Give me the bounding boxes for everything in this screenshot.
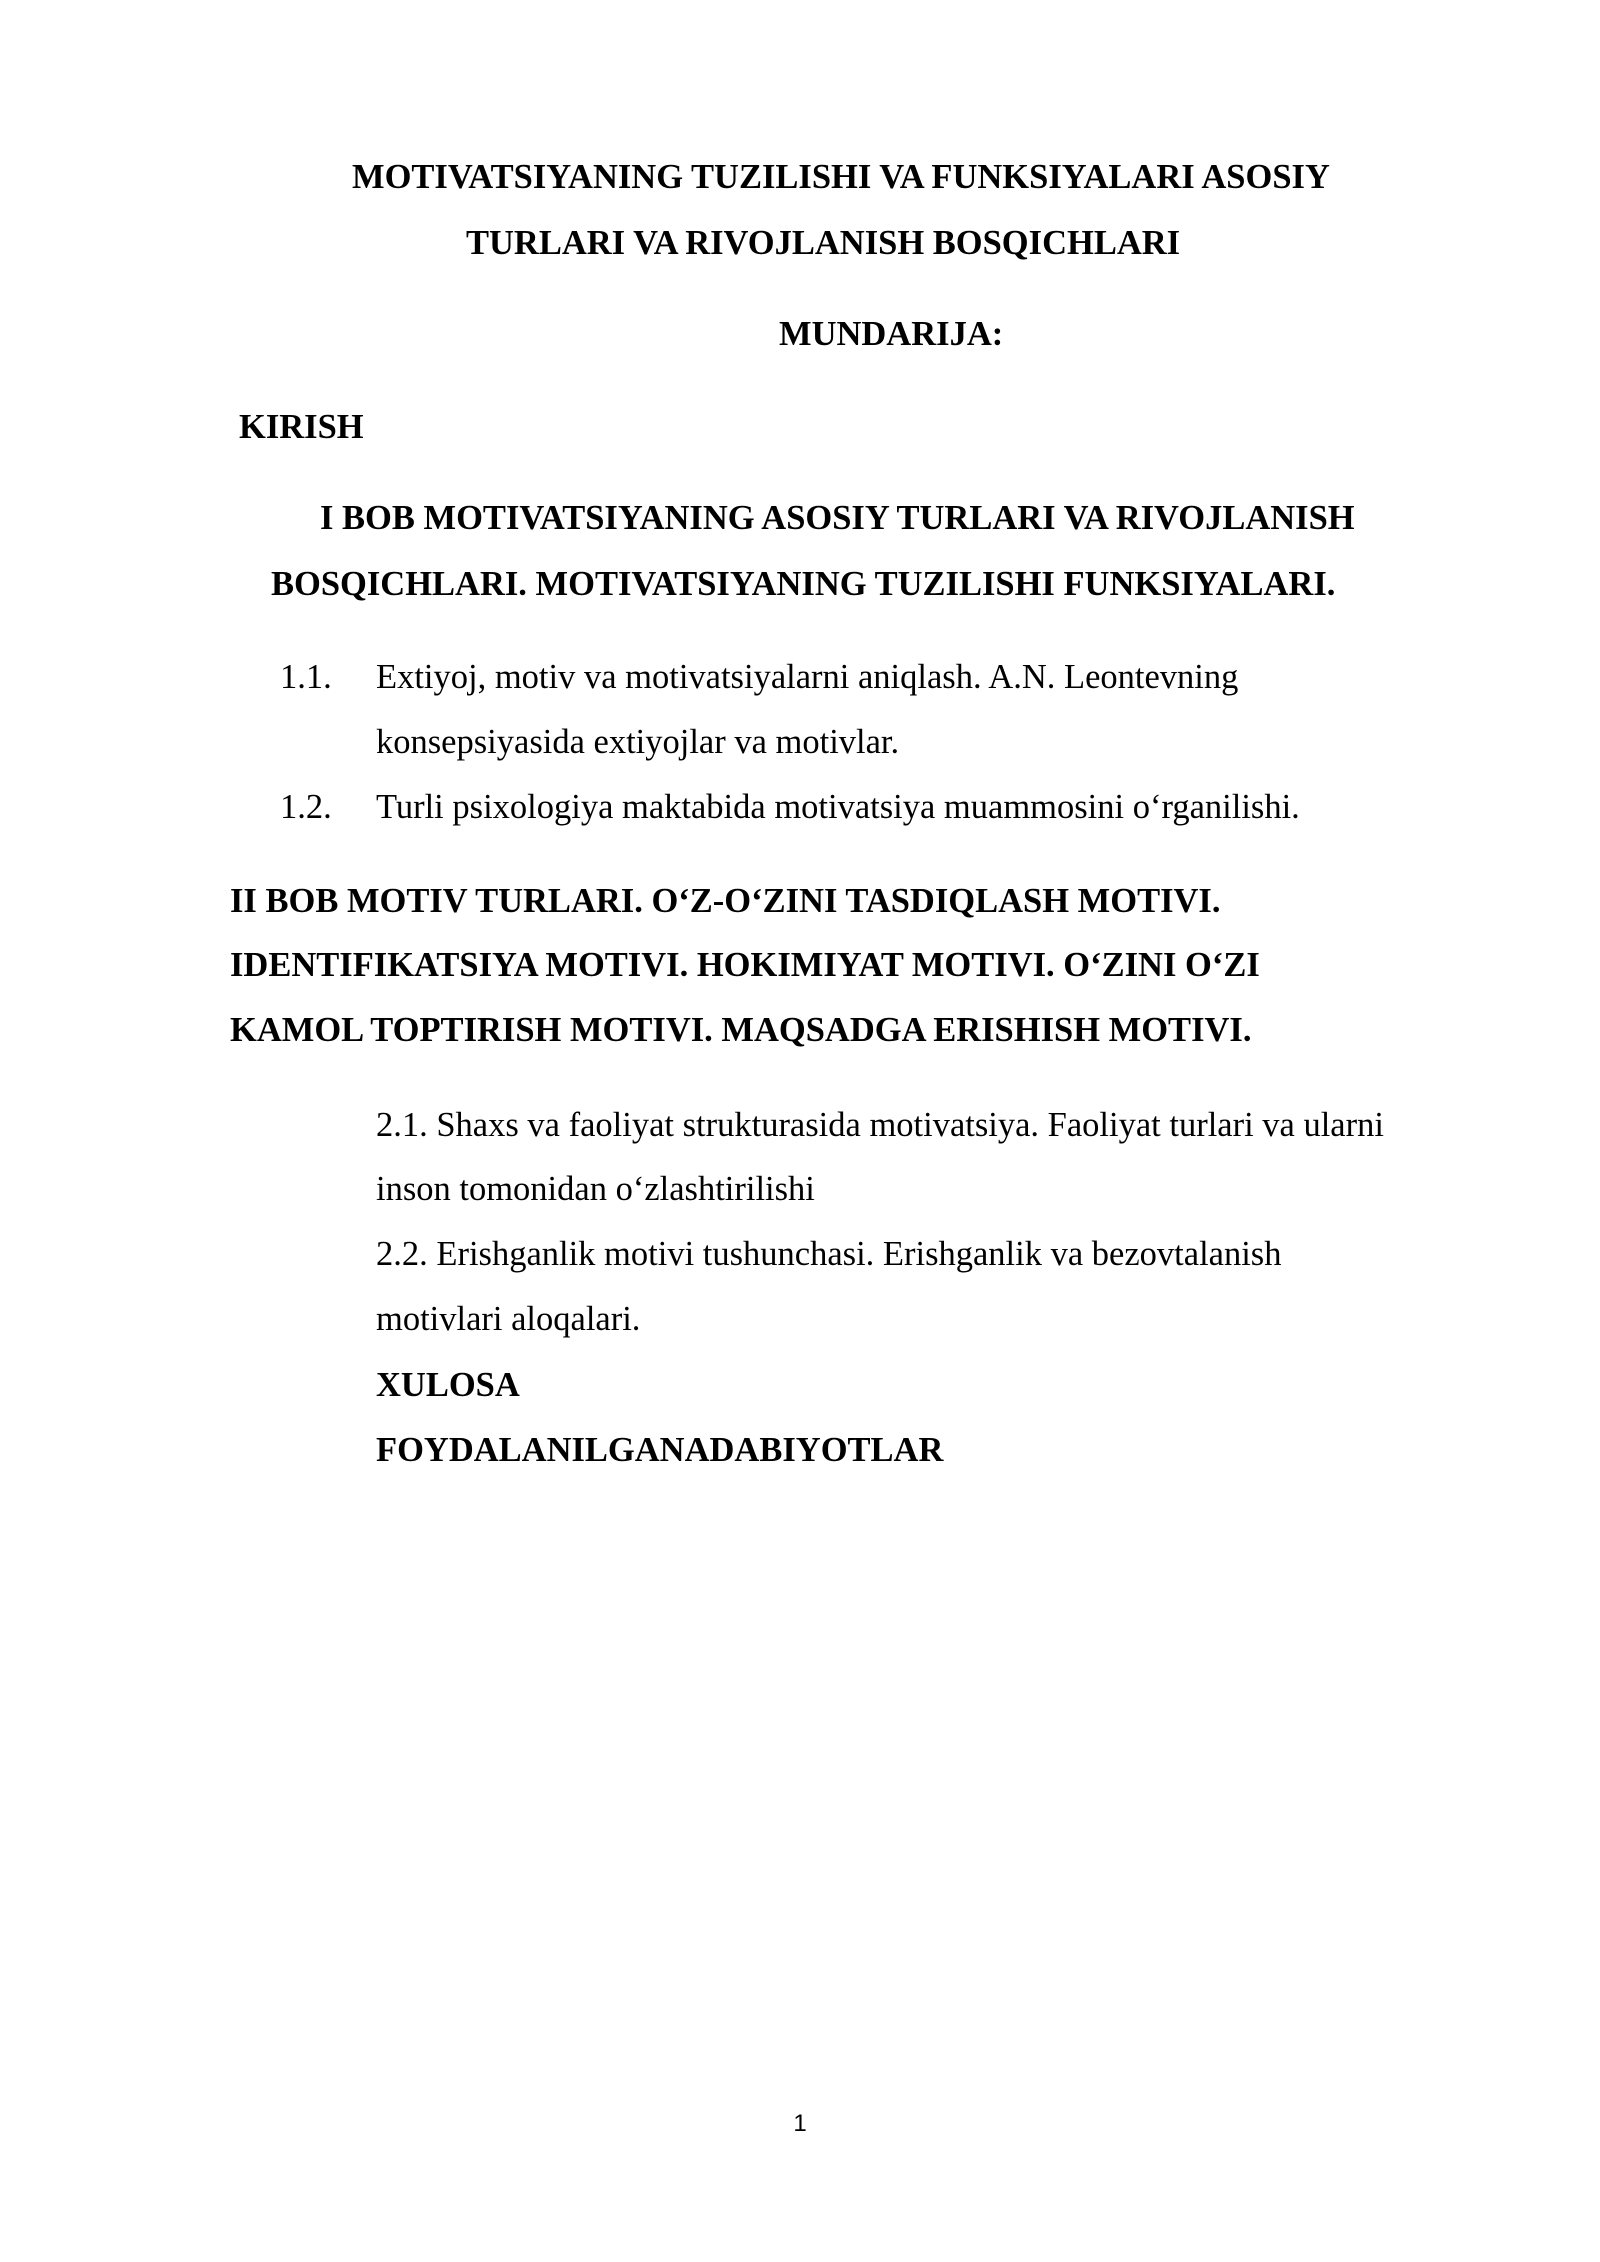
conclusion-entry: XULOSA xyxy=(376,1366,520,1404)
section-1-1-line-1: Extiyoj, motiv va motivatsiyalarni aniqlash. A.N. Leontevning xyxy=(376,658,1239,696)
section-2-1-line-1: 2.1. Shaxs va faoliyat strukturasida motivatsiya. Faoliyat turlari va ularni xyxy=(376,1106,1384,1144)
chapter2-heading-line-3: KAMOL TOPTIRISH MOTIVI. MAQSADGA ERISHISH MOTIVI. xyxy=(230,1011,1252,1049)
title-line-2: TURLARI VA RIVOJLANISH BOSQICHLARI xyxy=(466,224,1181,262)
intro-entry: KIRISH xyxy=(239,408,364,446)
section-1-2-number: 1.2. xyxy=(280,788,332,826)
section-2-2-line-1: 2.2. Erishganlik motivi tushunchasi. Erishganlik va bezovtalanish xyxy=(376,1235,1282,1273)
section-2-2-line-2: motivlari aloqalari. xyxy=(376,1300,641,1338)
chapter2-heading-line-1: II BOB MOTIV TURLARI. O‘Z-O‘ZINI TASDIQLASH MOTIVI. xyxy=(230,882,1221,920)
chapter2-heading-line-2: IDENTIFIKATSIYA MOTIVI. HOKIMIYAT MOTIVI. O‘ZINI O‘ZI xyxy=(230,946,1260,984)
chapter1-heading-line-2: BOSQICHLARI. MOTIVATSIYANING TUZILISHI FUNKSIYALARI. xyxy=(271,565,1336,603)
page-number: 1 xyxy=(793,2110,807,2137)
section-2-1-line-2: inson tomonidan o‘zlashtirilishi xyxy=(376,1170,815,1208)
chapter1-heading-line-1: I BOB MOTIVATSIYANING ASOSIY TURLARI VA RIVOJLANISH xyxy=(320,499,1355,537)
section-1-2-line-1: Turli psixologiya maktabida motivatsiya muammosini o‘rganilishi. xyxy=(376,788,1300,826)
title-line-1: MOTIVATSIYANING TUZILISHI VA FUNKSIYALARI ASOSIY xyxy=(352,158,1330,196)
section-1-1-line-2: konsepsiyasida extiyojlar va motivlar. xyxy=(376,723,900,761)
contents-heading: MUNDARIJA: xyxy=(779,315,1004,353)
references-entry: FOYDALANILGANADABIYOTLAR xyxy=(376,1431,944,1469)
section-1-1-number: 1.1. xyxy=(280,658,332,696)
